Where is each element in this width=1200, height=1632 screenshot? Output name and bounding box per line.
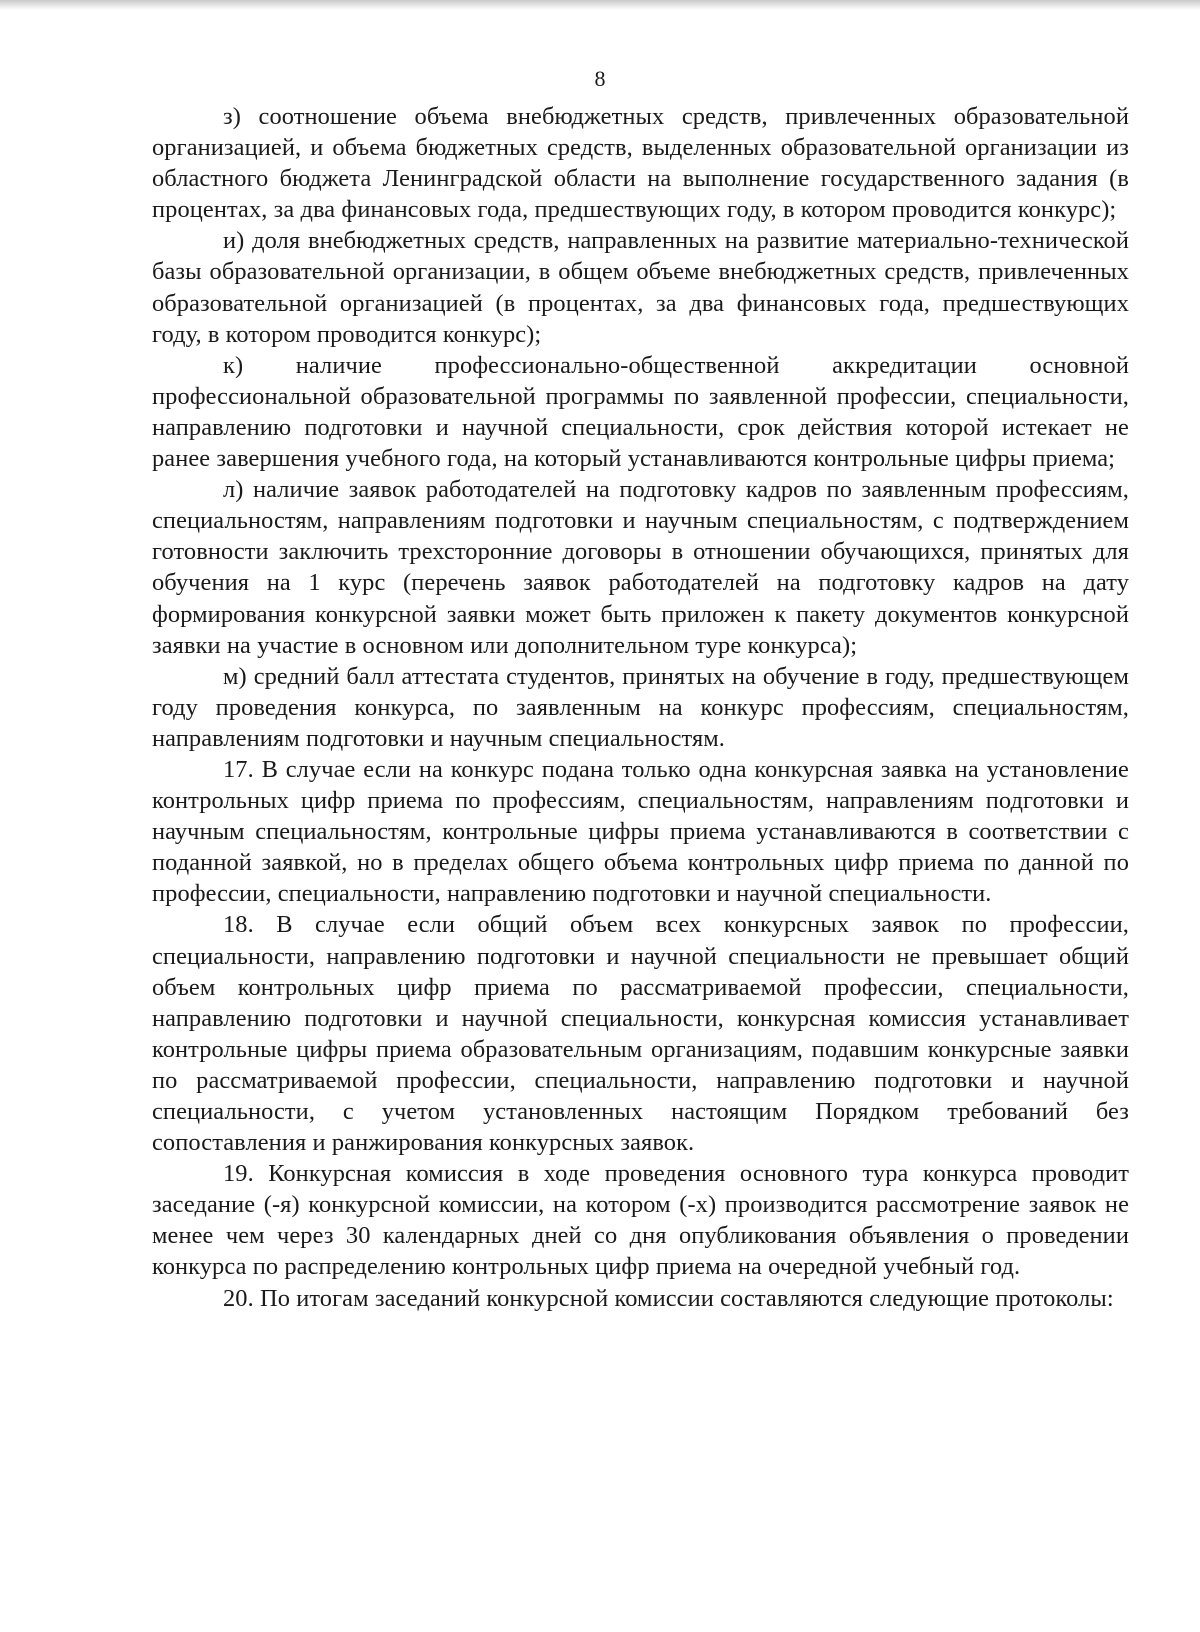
document-body xyxy=(152,101,1129,1314)
page-number: 8 xyxy=(594,66,606,91)
paragraph-item-i: и) доля внебюджетных средств, направленных на развитие материально-технической базы образовательной организации, в общем объеме внебюджетных средств, привлеченных образовательной организацией (в процентах, за два финансовых года, предшествующих году, в котором проводится конкурс); xyxy=(152,227,1129,348)
paragraph-item-z: з) соотношение объема внебюджетных средств, привлеченных образовательной организацией, и объема бюджетных средств, выделенных образовательной организации из областного бюджета Ленинградской области на выполнение государственного задания (в процентах, за два финансовых года, предшествующих году, в котором проводится конкурс); xyxy=(152,103,1129,224)
paragraph-clause-18: 18. В случае если общий объем всех конкурсных заявок по профессии, специальности, направлению подготовки и научной специальности не превышает общий объем контрольных цифр приема по рассматриваемой профессии, специальности, направлению подготовки и научной специальности, конкурсная комиссия устанавливает контрольные цифры приема образовательным организациям, подавшим конкурсные заявки по рассматриваемой профессии, специальности, направлению подготовки и научной специальности, с учетом установленных настоящим Порядком требований без сопоставления и ранжирования конкурсных заявок. xyxy=(152,911,1129,1157)
paragraph-clause-19: 19. Конкурсная комиссия в ходе проведения основного тура конкурса проводит заседание (-я) конкурсной комиссии, на котором (-х) производится рассмотрение заявок не менее чем через 30 календарных дней со дня опубликования объявления о проведении конкурса по распределению контрольных цифр приема на очередной учебный год. xyxy=(152,1160,1129,1281)
paragraph-clause-17: 17. В случае если на конкурс подана только одна конкурсная заявка на установление контрольных цифр приема по профессиям, специальностям, направлениям подготовки и научным специальностям, контрольные цифры приема устанавливаются в соответствии с поданной заявкой, но в пределах общего объема контрольных цифр приема по данной по профессии, специальности, направлению подготовки и научной специальности. xyxy=(152,755,1129,908)
paragraph-item-l: л) наличие заявок работодателей на подготовку кадров по заявленным профессиям, специальностям, направлениям подготовки и научным специальностям, с подтверждением готовности заключить трехсторонние договоры в отношении обучающихся, принятых для обучения на 1 курс (перечень заявок работодателей на подготовку кадров на дату формирования конкурсной заявки может быть приложен к пакету документов конкурсной заявки на участие в основном или дополнительном туре конкурса); xyxy=(152,476,1129,659)
scan-top-edge xyxy=(0,0,1200,10)
paragraph-item-m: м) средний балл аттестата студентов, принятых на обучение в году, предшествующем году проведения конкурса, по заявленным на конкурс профессиям, специальностям, направлениям подготовки и научным специальностям. xyxy=(152,662,1129,752)
paragraph-item-k: к) наличие профессионально-общественной аккредитации основной профессиональной образовательной программы по заявленной профессии, специальности, направлению подготовки и научной специальности, срок действия которой истекает не ранее завершения учебного года, на который устанавливаются контрольные цифры приема; xyxy=(152,351,1129,473)
paragraph-clause-20: 20. По итогам заседаний конкурсной комиссии составляются следующие протоколы: xyxy=(223,1284,1114,1312)
